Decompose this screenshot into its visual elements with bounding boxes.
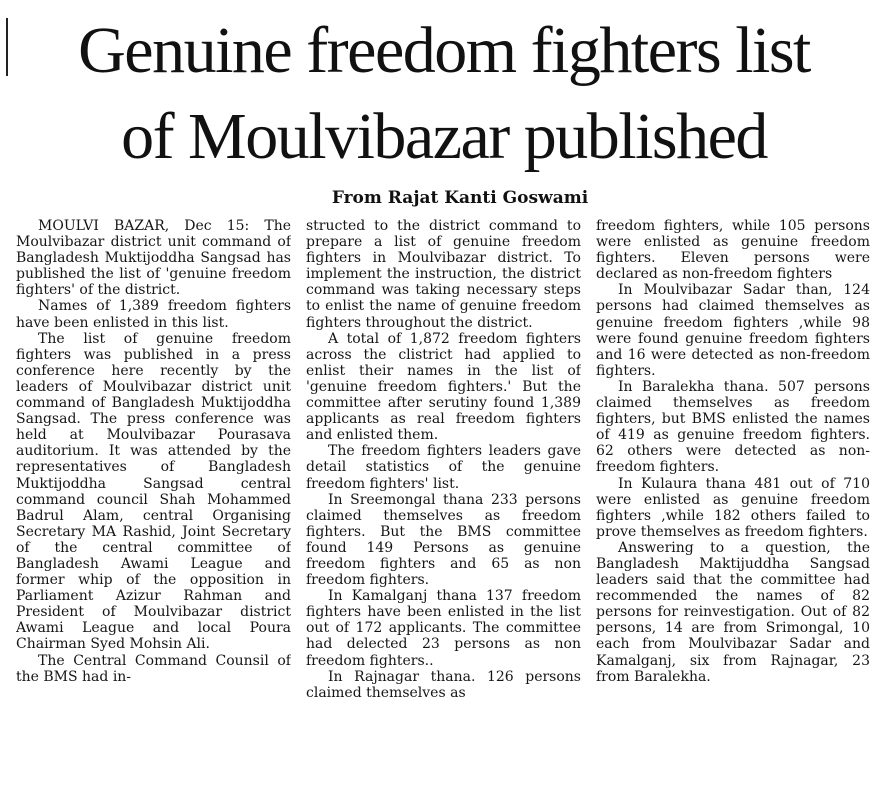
paragraph: Answering to a question, the Bangladesh Maktijuddha Sangsad leaders said that the committee had recommended the names of 82 persons for reinvestigation. Out of 82 persons, 14 are from Srimongal, 10 each from Moulvibazar Sadar and Kamalganj, six from Rajnagar, 23 from Baralekha. (596, 539, 870, 685)
byline: From Rajat Kanti Goswami (331, 188, 589, 208)
paragraph: In Rajnagar thana. 126 persons claimed themselves as (306, 668, 581, 701)
headline (0, 8, 888, 180)
paragraph: In Kamalganj thana 137 freedom fighters have been enlisted in the list out of 172 applicants. The committee had delected 23 persons as non freedom fighters.. (306, 588, 581, 669)
paragraph: A total of 1,872 freedom fighters across the clistrict had applied to enlist their names in the list of 'genuine freedom fighters.' But the committee after serutiny found 1,389 applicants as real freedom fighters and enlisted them. (306, 330, 581, 444)
paragraph: freedom fighters, while 105 persons were enlisted as genuine freedom fighters. Eleven persons were declared as non-freedom fighters (596, 218, 870, 283)
paragraph: In Sreemongal thana 233 persons claimed themselves as freedom fighters. But the BMS committee found 149 Persons as genuine freedom fighters and 65 as non freedom fighters. (306, 491, 581, 589)
paragraph: The list of genuine freedom fighters was published in a press conference here recently by the leaders of Moulvibazar district unit command of Bangladesh Muktijoddha Sangsad. The press conference was held at Moulvibazar Pourasava auditorium. It was attended by the representatives of Bangladesh Muktijoddha Sangsad central command council Shah Mohammed Badrul Alam, central Organising Secretary MA Rashid, Joint Secretary of the central committee of Bangladesh Awami League and former whip of the opposition in Parliament Azizur Rahman and President of Moulvibazar district Awami League and local Poura Chairman Syed Mohsin Ali. (16, 330, 291, 653)
headline-line-1: Genuine freedom fighters list (78, 14, 810, 87)
paragraph: In Moulvibazar Sadar than, 124 persons had claimed themselves as genuine freedom fighters ,while 98 were found genuine freedom fighters and 16 were detected as non-freedom fighters. (596, 282, 870, 379)
paragraph: The freedom fighters leaders gave detail statistics of the genuine freedom fighters' list. (306, 443, 581, 492)
article-column-3 (596, 218, 870, 804)
paragraph: Names of 1,389 freedom fighters have been enlisted in this list. (16, 298, 291, 331)
paragraph: structed to the district command to prepare a list of genuine freedom fighters in Moulvibazar district. To implement the instruction, the district command was taking necessary steps to enlist the name of genuine freedom fighters throughout the district. (306, 218, 581, 331)
paragraph: The Central Command Counsil of the BMS had in- (16, 652, 291, 685)
paragraph: MOULVI BAZAR, Dec 15: The Moulvibazar district unit command of Bangladesh Muktijoddha Sangsad has published the list of 'genuine freedom fighters' of the district. (16, 218, 291, 299)
article-column-1 (16, 218, 291, 804)
article-column-2 (306, 218, 581, 804)
headline-line-2: of Moulvibazar published (121, 100, 767, 173)
paragraph: In Kulaura thana 481 out of 710 were enlisted as genuine freedom fighters ,while 182 others failed to prove themselves as freedom fighters. (596, 475, 870, 540)
paragraph: In Baralekha thana. 507 persons claimed themselves as freedom fighters, but BMS enlisted the names of 419 as genuine freedom fighters. 62 others were detected as non-freedom fighters. (596, 378, 870, 476)
